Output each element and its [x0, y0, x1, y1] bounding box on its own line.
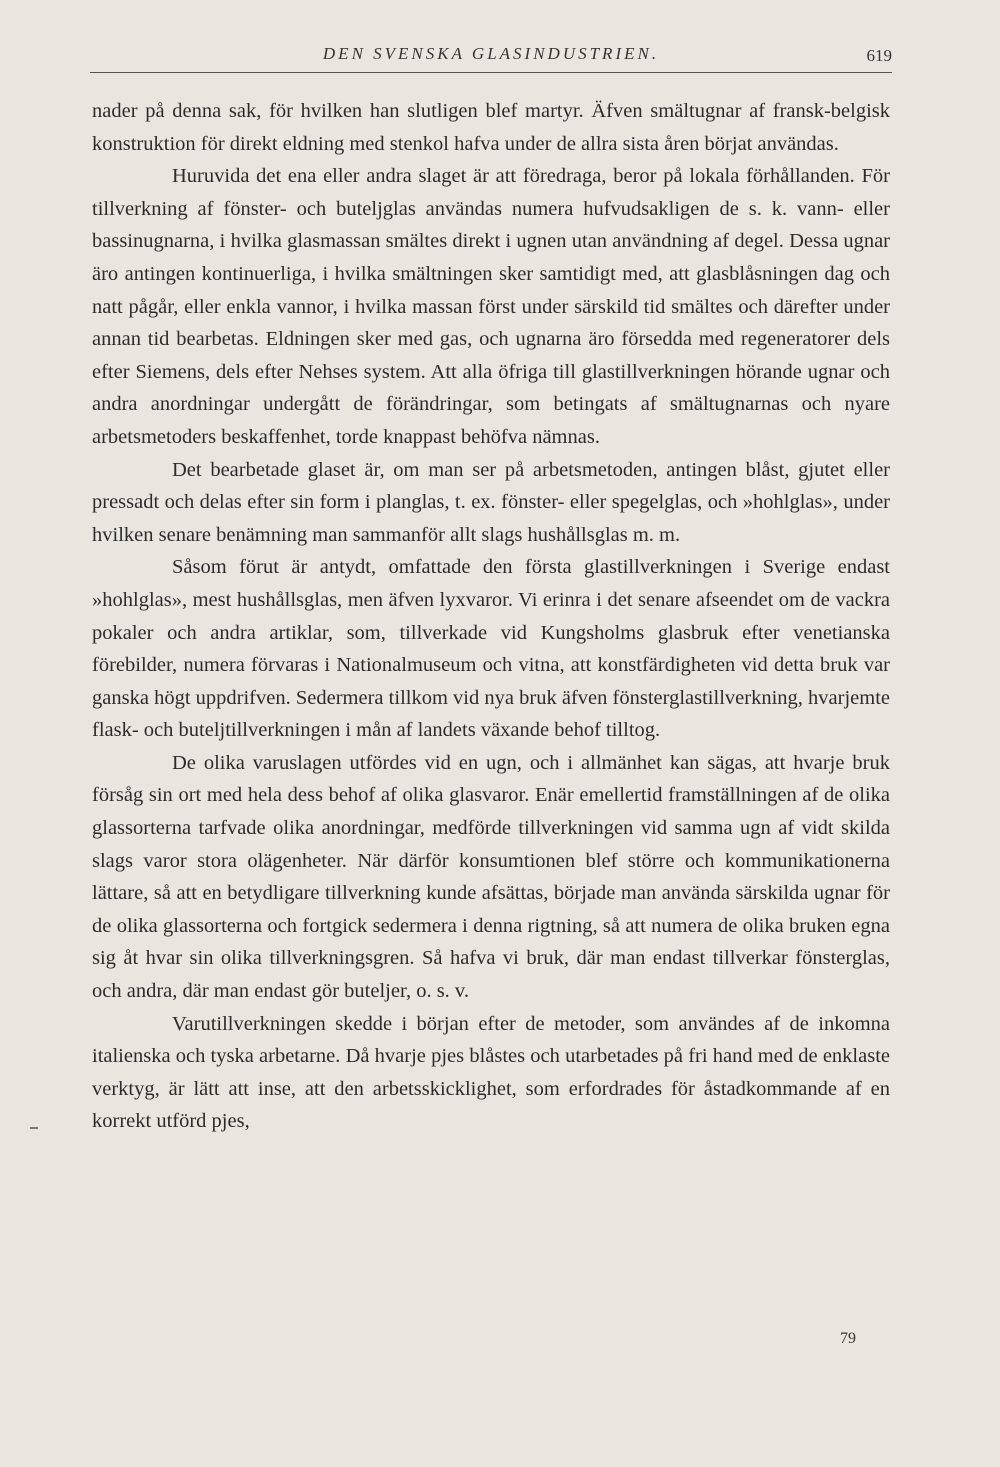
- paragraph-3: Det bearbetade glaset är, om man ser på arbetsmetoden, antingen blåst, gjutet eller pressadt och delas efter sin form i planglas, t. ex. fönster- eller spegelglas, och »hohlglas», under hvilken senare benämning man sammanför allt slags hushållsglas m. m.: [92, 458, 890, 546]
- body-text: [92, 95, 890, 1138]
- paragraph-4: Såsom förut är antydt, omfattade den första glastillverkningen i Sverige endast »hohlglas», mest hushållsglas, men äfven lyxvaror. Vi erinra i det senare afseendet om de vackra pokaler och andra artiklar, som, tillverkade vid Kungsholms glasbruk efter venetianska förebilder, numera förvaras i Nationalmuseum och vitna, att konstfärdigheten vid detta bruk var ganska högt uppdrifven. Sedermera tillkom vid nya bruk äfven fönsterglastillverkning, hvarjemte flask- och buteljtillverkningen i mån af landets växande behof tilltog.: [92, 556, 890, 742]
- running-title: DEN SVENSKA GLASINDUSTRIEN.: [322, 44, 660, 63]
- paragraph-6: Varutillverkningen skedde i början efter de metoder, som användes af de inkomna italienska och tyska arbetarne. Då hvarje pjes blåstes och utarbetades på fri hand med de enklaste verktyg, är lätt att inse, att den arbetsskicklighet, som erfordrades för åstadkommande af en korrekt utförd pjes,: [92, 1012, 890, 1133]
- page-number: 619: [866, 46, 892, 65]
- running-header: [90, 40, 892, 73]
- paragraph-2: Huruvida det ena eller andra slaget är att föredraga, beror på lokala förhållanden. För tillverkning af fönster- och buteljglas användas numera hufvudsakligen de s. k. vann- eller bassinugnarna, i hvilka glasmassan smältes direkt i ugnen utan användning af degel. Dessa ugnar äro antingen kontinuerliga, i hvilka smältningen sker samtidigt med, att glasblåsningen dag och natt pågår, eller enkla vannor, i hvilka massan först under särskild tid smältes och därefter under annan tid bearbetas. Eldningen sker med gas, och ugnarna äro försedda med regeneratorer dels efter Siemens, dels efter Nehses system. Att alla öfriga till glastillverkningen hörande ugnar och andra anordningar undergått de förändringar, som betingats af smältugnarnas och nyare arbetsmetoders beskaffenhet, torde knappast behöfva nämnas.: [92, 165, 890, 448]
- margin-mark: [30, 1127, 38, 1129]
- paragraph-1: nader på denna sak, för hvilken han slutligen blef martyr. Äfven smältugnar af fransk-belgisk konstruktion för direkt eldning med stenkol hafva under de allra sista åren börjat användas.: [92, 100, 890, 155]
- sheet-signature: 79: [840, 1330, 856, 1347]
- paragraph-5: De olika varuslagen utfördes vid en ugn, och i allmänhet kan sägas, att hvarje bruk försåg sin ort med hela dess behof af olika glasvaror. Enär emellertid framställningen af de olika glassorterna tarfvade olika anordningar, medförde tillverkningen vid samma ugn af vidt skilda slags varor stora olägenheter. När därför konsumtionen blef större och kommunikationerna lättare, så att en betydligare tillverkning kunde afsättas, började man använda särskilda ugnar för de olika glassorterna och fortgick sedermera i denna rigtning, så att numera de olika bruken egna sig åt hvar sin olika tillverkningsgren. Så hafva vi bruk, där man endast tillverkar fönsterglas, och andra, där man endast gör buteljer, o. s. v.: [92, 751, 890, 1003]
